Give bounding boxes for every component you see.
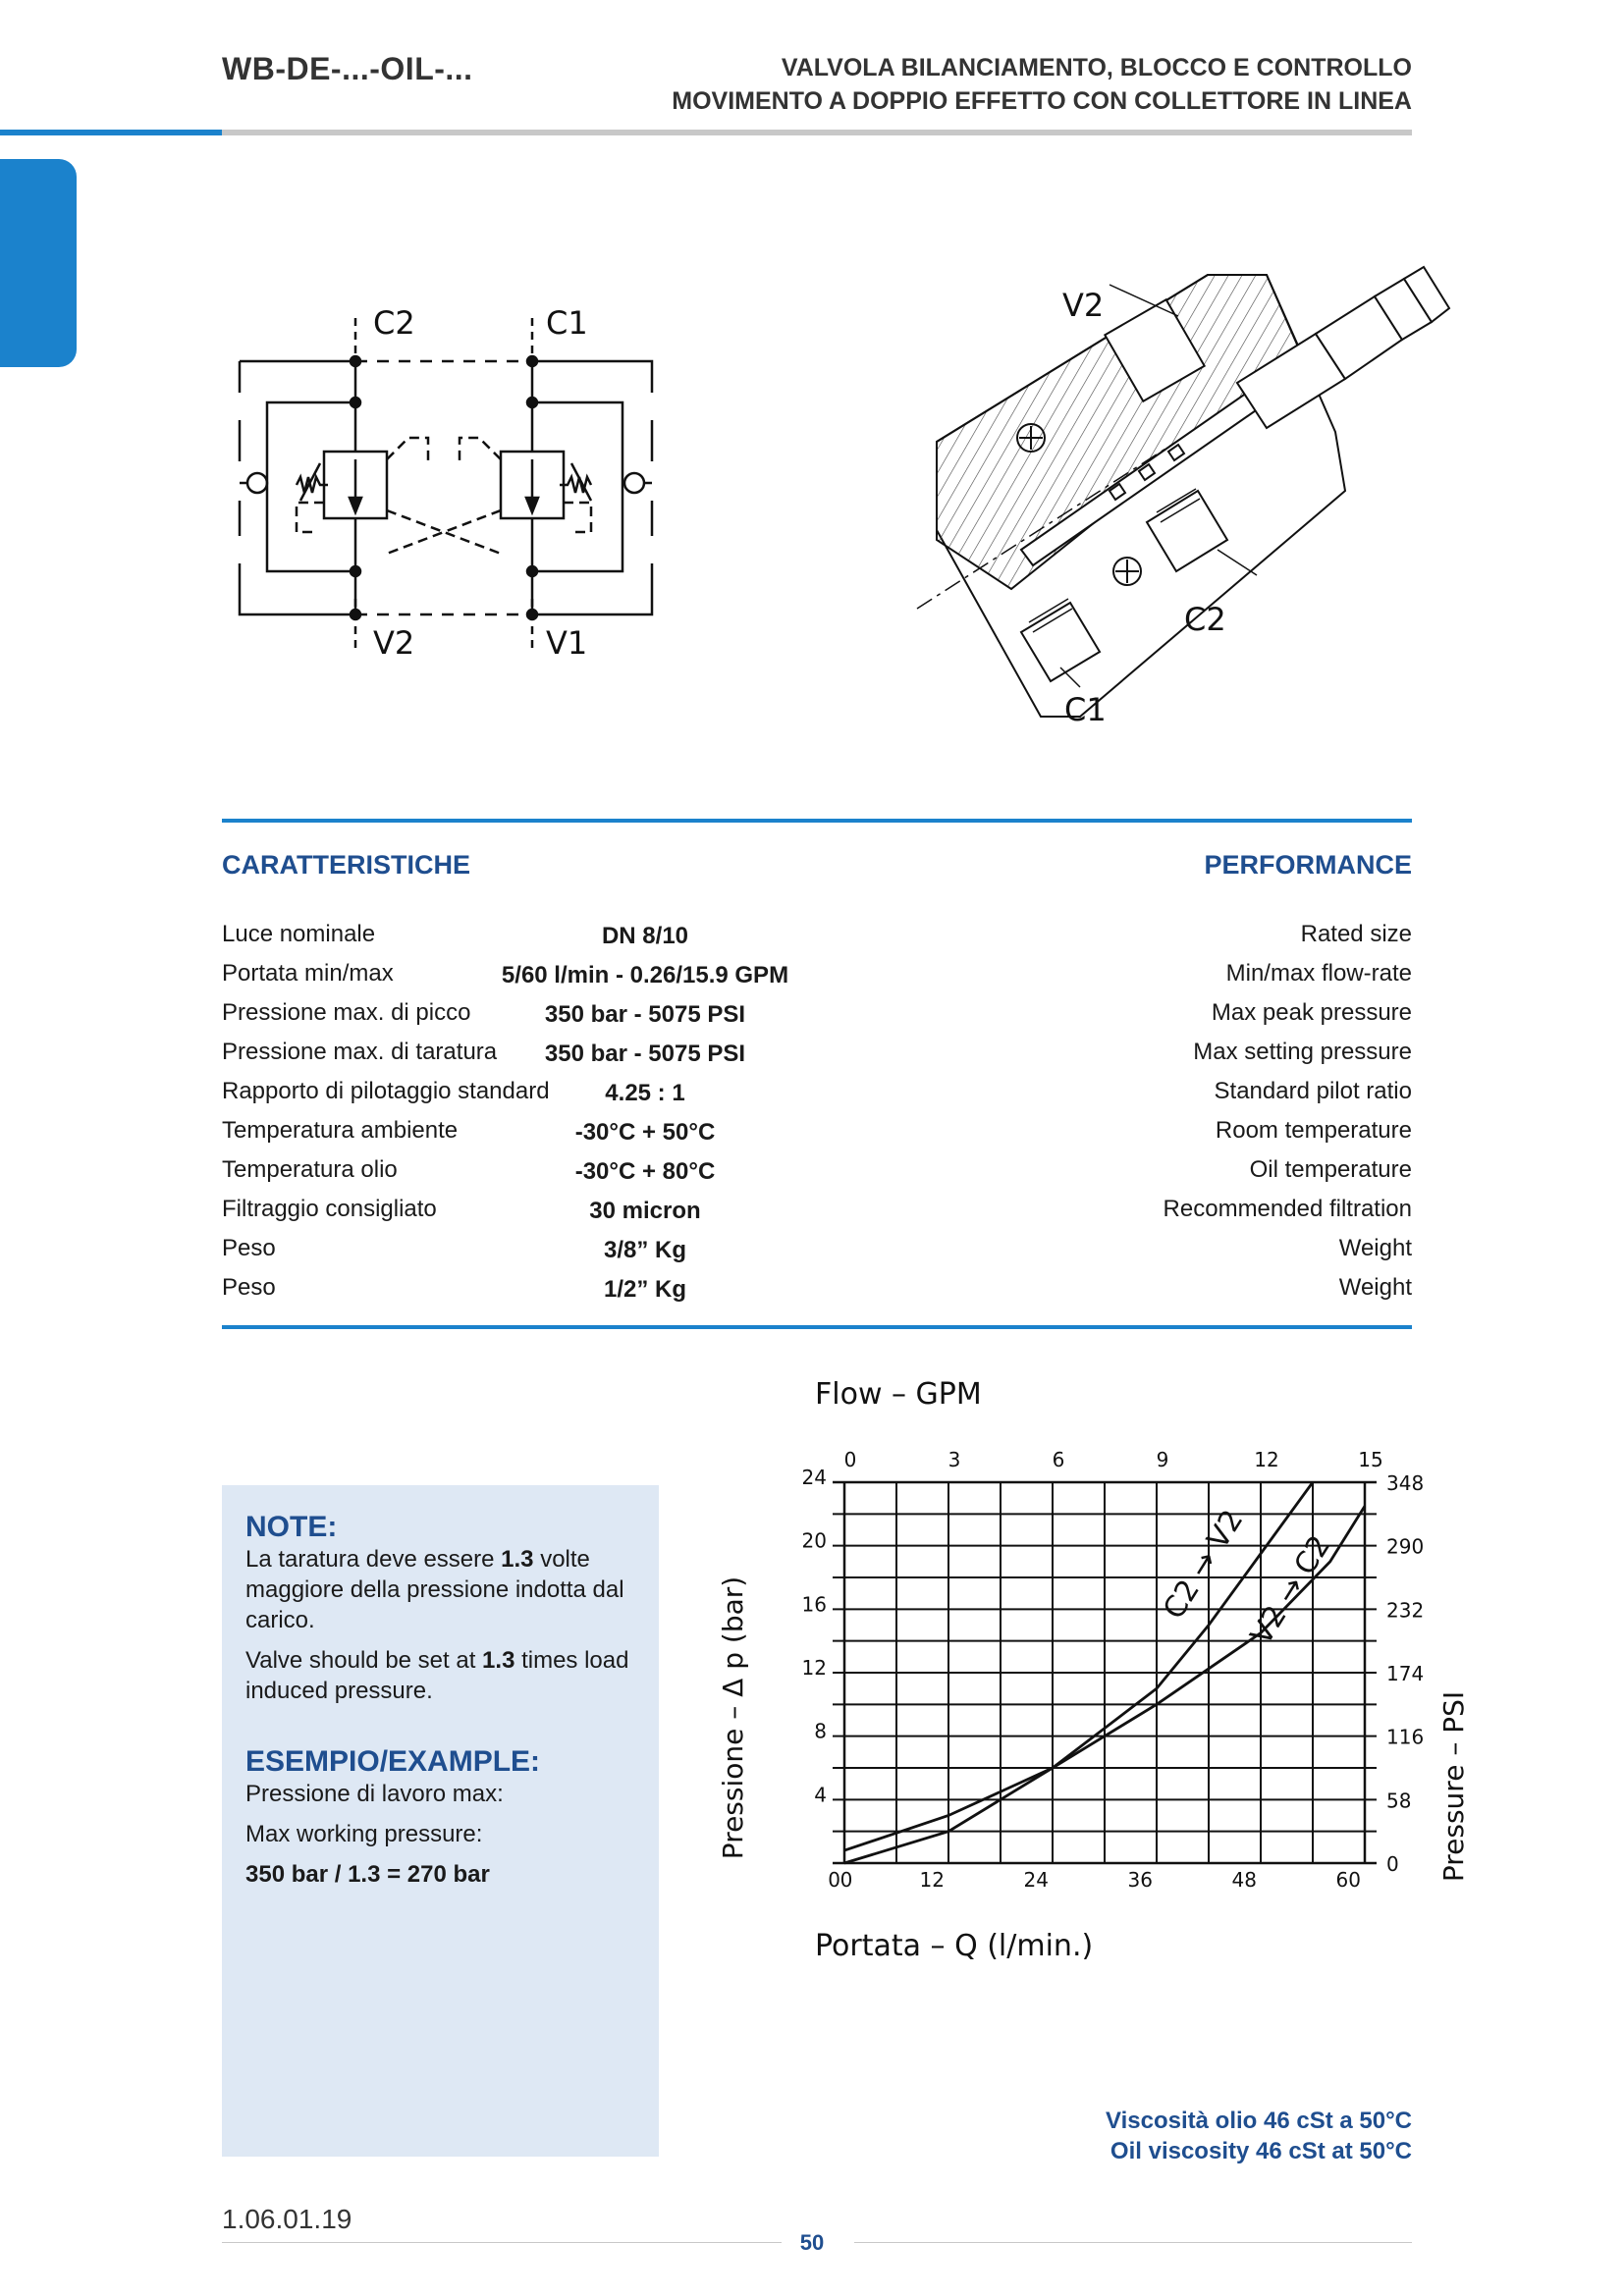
- y2-tick-label: 232: [1386, 1598, 1425, 1623]
- series-label: V2 → C2: [1244, 1529, 1338, 1651]
- x2-tick-label: 0: [843, 1448, 857, 1471]
- document-code: WB-DE-...-OIL-...: [222, 51, 473, 86]
- document-version: 1.06.01.19: [222, 2204, 352, 2234]
- spec-row: [222, 960, 1412, 999]
- spec-value: -30°C + 80°C: [574, 1158, 716, 1185]
- spec-value: 350 bar - 5075 PSI: [544, 1041, 746, 1067]
- spec-row: [222, 1196, 1412, 1235]
- specs-title-en: PERFORMANCE: [1204, 850, 1412, 880]
- y-tick-label-zero: 0: [839, 1868, 853, 1892]
- spec-row: [222, 1274, 1412, 1313]
- section-port-v2: V2: [1062, 287, 1105, 324]
- spec-value: -30°C + 50°C: [574, 1119, 716, 1146]
- spec-label-en: Max peak pressure: [1211, 999, 1412, 1026]
- section-tab: [0, 159, 77, 367]
- x-tick-label: 60: [1335, 1868, 1361, 1892]
- y-tick-label: 4: [814, 1783, 827, 1807]
- y-tick-label: 12: [801, 1656, 827, 1680]
- x-tick-label: 0: [828, 1868, 840, 1892]
- viscosity-it: Viscosità olio 46 cSt a 50°C: [1106, 2108, 1412, 2134]
- title-line-2: MOVIMENTO A DOPPIO EFFETTO CON COLLETTORE IN LINEA: [672, 87, 1412, 115]
- spec-row: [222, 1078, 1412, 1117]
- y-tick-label: 24: [801, 1466, 827, 1489]
- note-box: [222, 1485, 659, 2157]
- spec-label-it: Peso: [222, 1274, 276, 1301]
- x2-tick-label: 12: [1254, 1448, 1279, 1471]
- spec-label-en: Oil temperature: [1249, 1156, 1412, 1183]
- x2-tick-label: 9: [1156, 1448, 1169, 1471]
- x2-tick-label: 15: [1358, 1448, 1383, 1471]
- spec-label-en: Standard pilot ratio: [1214, 1078, 1412, 1104]
- spec-row: [222, 1039, 1412, 1078]
- x-tick-label: 24: [1023, 1868, 1049, 1892]
- x2-tick-label: 3: [947, 1448, 961, 1471]
- specs-top-rule: [222, 819, 1412, 823]
- example-title: ESEMPIO/EXAMPLE:: [245, 1745, 541, 1778]
- example-text-it: Pressione di lavoro max:: [245, 1781, 504, 1807]
- viscosity-en: Oil viscosity 46 cSt at 50°C: [1110, 2138, 1412, 2164]
- port-c2-label: C2: [373, 304, 415, 342]
- note-title: NOTE:: [245, 1511, 338, 1543]
- y2-tick-label: 58: [1386, 1789, 1412, 1813]
- spec-label-it: Temperatura olio: [222, 1156, 398, 1183]
- spec-label-en: Weight: [1338, 1235, 1412, 1261]
- y-tick-label: 20: [801, 1528, 827, 1553]
- spec-label-it: Peso: [222, 1235, 276, 1261]
- spec-value: DN 8/10: [601, 923, 689, 949]
- x2-tick-label: 6: [1052, 1448, 1065, 1471]
- viscosity-note: [1106, 2106, 1412, 2166]
- spec-label-it: Pressione max. di taratura: [222, 1039, 498, 1065]
- spec-label-en: Weight: [1338, 1274, 1412, 1301]
- spec-label-it: Portata min/max: [222, 960, 394, 987]
- spec-row: [222, 1235, 1412, 1274]
- spec-value: 5/60 l/min - 0.26/15.9 GPM: [501, 962, 789, 988]
- chart-y2-label: Pressure – PSI: [1437, 1690, 1470, 1883]
- pressure-flow-chart: [687, 1355, 1473, 1983]
- port-c1-label: C1: [546, 304, 588, 342]
- series-label: C2 → V2: [1157, 1504, 1251, 1626]
- spec-value: 4.25 : 1: [605, 1080, 685, 1106]
- spec-label-it: Filtraggio consigliato: [222, 1196, 437, 1222]
- example-text-en: Max working pressure:: [245, 1821, 483, 1847]
- document-title: [672, 51, 1412, 118]
- chart-y-label: Pressione – Δ p (bar): [717, 1575, 749, 1860]
- spec-label-en: Max setting pressure: [1193, 1039, 1412, 1065]
- y2-tick-label: 116: [1386, 1725, 1425, 1749]
- spec-label-it: Pressione max. di picco: [222, 999, 471, 1026]
- spec-value: 350 bar - 5075 PSI: [544, 1001, 746, 1028]
- x-tick-label: 48: [1231, 1868, 1257, 1892]
- y2-tick-label: 348: [1386, 1471, 1425, 1495]
- specs-title-it: CARATTERISTICHE: [222, 850, 470, 880]
- header-rule-accent: [0, 130, 222, 135]
- series-line: [844, 1482, 1313, 1850]
- x-tick-label: 36: [1127, 1868, 1153, 1892]
- y2-tick-label: 0: [1386, 1852, 1399, 1876]
- port-v1-label: V1: [546, 624, 588, 662]
- section-port-c1: C1: [1064, 691, 1107, 728]
- note-text-it: La taratura deve essere 1.3 volte maggiore della pressione indotta dal carico.: [245, 1546, 624, 1633]
- chart-title: Flow – GPM: [815, 1377, 982, 1412]
- specs-bottom-rule: [222, 1325, 1412, 1329]
- spec-label-en: Rated size: [1300, 921, 1412, 947]
- y2-tick-label: 174: [1386, 1662, 1425, 1685]
- chart-x-label: Portata – Q (l/min.): [815, 1929, 1094, 1963]
- spec-label-it: Temperatura ambiente: [222, 1117, 459, 1144]
- section-port-c2: C2: [1184, 601, 1226, 638]
- x-tick-label: 12: [919, 1868, 945, 1892]
- spec-label-it: Luce nominale: [222, 921, 376, 947]
- y2-tick-label: 290: [1386, 1534, 1425, 1559]
- spec-row: [222, 1156, 1412, 1196]
- spec-value: 3/8” Kg: [603, 1237, 687, 1263]
- spec-label-en: Room temperature: [1215, 1117, 1412, 1144]
- hydraulic-schematic: [222, 304, 674, 667]
- spec-row: [222, 921, 1412, 960]
- spec-value: 30 micron: [589, 1198, 701, 1224]
- spec-label-en: Min/max flow-rate: [1225, 960, 1412, 987]
- y-tick-label: 16: [801, 1592, 827, 1617]
- spec-row: [222, 1117, 1412, 1156]
- page-number: 50: [799, 2230, 825, 2255]
- chart-grid: [833, 1482, 1377, 1863]
- title-line-1: VALVOLA BILANCIAMENTO, BLOCCO E CONTROLLO: [781, 54, 1412, 81]
- spec-label-en: Recommended filtration: [1163, 1196, 1412, 1222]
- port-v2-label: V2: [373, 624, 415, 662]
- spec-row: [222, 999, 1412, 1039]
- y-tick-label: 8: [814, 1719, 827, 1743]
- valve-section-drawing: [913, 255, 1483, 746]
- example-calc: 350 bar / 1.3 = 270 bar: [245, 1861, 490, 1888]
- spec-label-it: Rapporto di pilotaggio standard: [222, 1078, 550, 1104]
- note-text-en: Valve should be set at 1.3 times load induced pressure.: [245, 1647, 629, 1704]
- spec-value: 1/2” Kg: [603, 1276, 687, 1303]
